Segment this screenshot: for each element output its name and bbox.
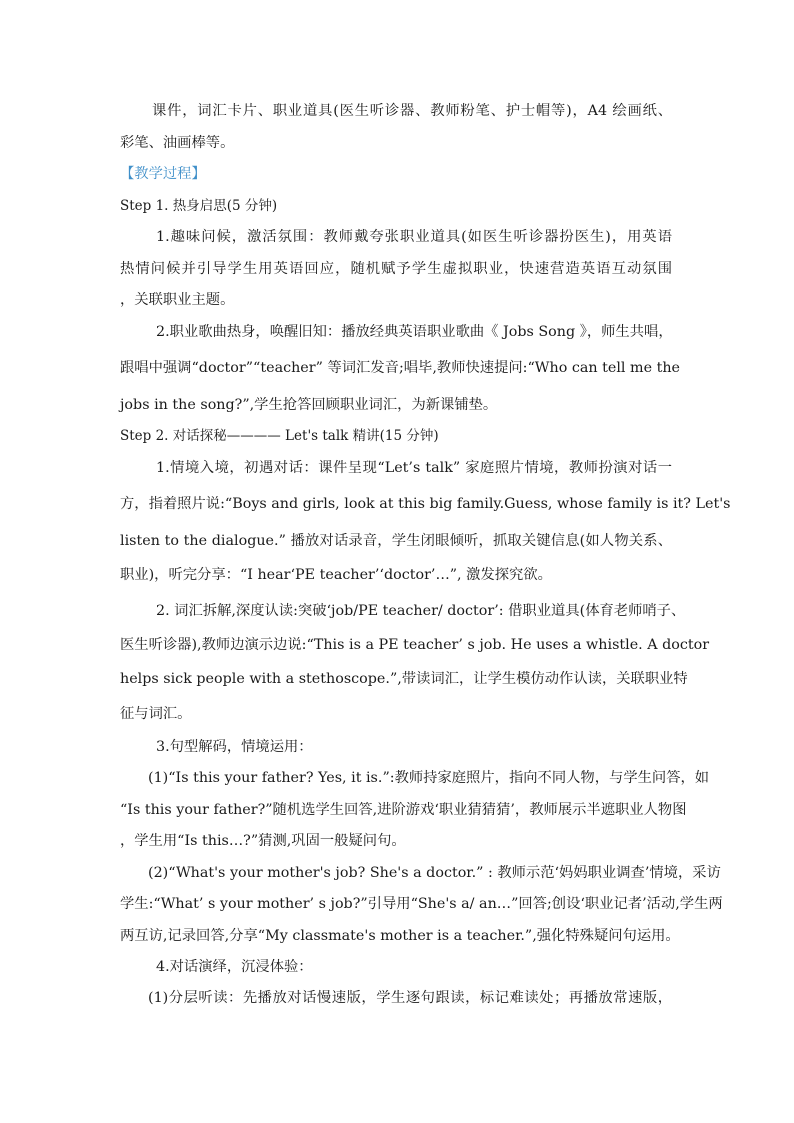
step2-p4-title: 4.对话演绎，沉浸体验：	[156, 959, 313, 975]
step2-p3b-line-3: 两互访,记录回答,分享“My classmate's mother is a teacher.”,强化特殊疑问句运用。	[120, 928, 680, 944]
step2-p2-line-3: helps sick people with a stethoscope.”,带读词汇，让学生模仿动作认读，关联职业特	[120, 671, 688, 687]
step1-title: Step 1. 热身启思(5 分钟)	[120, 198, 278, 214]
step2-title: Step 2. 对话探秘———— Let's talk 精讲(15 分钟)	[120, 428, 439, 444]
step2-p1-line-2: 方，指着照片说:“Boys and girls, look at this big family.Guess, whose family is it? Let's	[120, 496, 731, 512]
step2-p2-line-4: 征与词汇。	[120, 706, 192, 722]
step2-p1-line-3: listen to the dialogue.” 播放对话录音，学生闭眼倾听，抓取关键信息(如人物关系、	[120, 533, 672, 549]
step1-p2-line-3: jobs in the song?”,学生抢答回顾职业词汇，为新课铺垫。	[120, 397, 498, 413]
step1-p1-line-2: 热情问候并引导学生用英语回应，随机赋予学生虚拟职业，快速营造英语互动氛围	[120, 261, 672, 277]
step2-p3a-line-1: (1)“Is this your father? Yes, it is.”:教师持家庭照片，指向不同人物，与学生问答，如	[148, 770, 710, 786]
step2-p3b-line-2: 学生:“What’ s your mother’ s job?”引导用“She's a/ an…”回答;创设‘职业记者’活动,学生两	[120, 896, 723, 912]
step1-p2-line-2: 跟唱中强调“doctor”“teacher” 等词汇发音;唱毕,教师快速提问:“Who can tell me the	[120, 360, 681, 376]
step2-p3a-line-2: “Is this your father?”随机选学生回答,进阶游戏‘职业猜猜猜’，教师展示半遮职业人物图	[120, 802, 687, 818]
step2-p3b-line-1: (2)“What's your mother's job? She's a doctor.” : 教师示范‘妈妈职业调查’情境，采访	[148, 865, 721, 881]
step2-p2-line-2: 医生听诊器),教师边演示边说:“This is a PE teacher’ s job. He uses a whistle. A doctor	[120, 637, 710, 653]
step1-p1-line-3: ，关联职业主题。	[120, 292, 235, 308]
step1-p1-line-1: 1.趣味问候，激活氛围：教师戴夸张职业道具(如医生听诊器扮医生)，用英语	[156, 229, 672, 245]
step2-p3a-line-3: ，学生用“Is this…?”猜测,巩固一般疑问句。	[120, 833, 406, 849]
step2-p1-line-1: 1.情境入境，初遇对话：课件呈现“Let’s talk” 家庭照片情境，教师扮演对话一	[156, 460, 672, 476]
step2-p3-title: 3.句型解码，情境运用：	[156, 739, 313, 755]
step2-p1-line-4: 职业)，听完分享：“I hear‘PE teacher’‘doctor’…”, 激发探究欲。	[120, 567, 552, 583]
materials-line-1: 课件，词汇卡片、职业道具(医生听诊器、教师粉笔、护士帽等)，A4 绘画纸、	[152, 103, 672, 119]
step1-p2-line-1: 2.职业歌曲热身，唤醒旧知：播放经典英语职业歌曲《 Jobs Song 》，师生共唱，	[156, 324, 673, 340]
step2-p4a-line-1: (1)分层听读：先播放对话慢速版，学生逐句跟读，标记难读处；再播放常速版，	[148, 990, 672, 1006]
section-heading-teaching-process: 【教学过程】	[120, 166, 206, 182]
step2-p2-line-1: 2. 词汇拆解,深度认读:突破‘job/PE teacher/ doctor’: 借职业道具(体育老师哨子、	[156, 603, 686, 619]
materials-line-2: 彩笔、油画棒等。	[120, 135, 235, 151]
